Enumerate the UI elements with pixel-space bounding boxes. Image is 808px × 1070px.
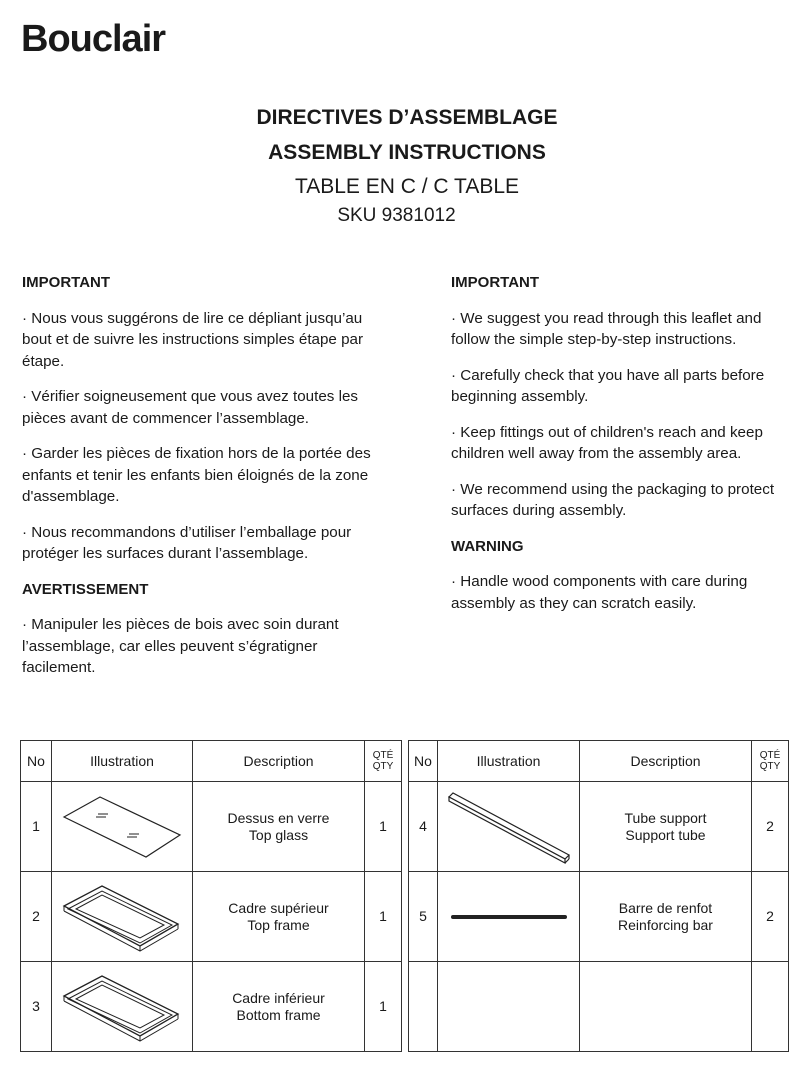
title-english: ASSEMBLY INSTRUCTIONS	[268, 141, 546, 164]
important-point-fr: · Vérifier soigneusement que vous avez toutes les pièces avant de commencer l’assemblage.	[22, 388, 358, 427]
part-number: 3	[21, 962, 52, 1052]
important-point-fr: · Nous vous suggérons de lire ce dépliant jusqu’au bout et de suivre les instructions simples étape par étape.	[22, 309, 364, 370]
glass-panel-icon	[62, 795, 182, 859]
header-qty	[752, 741, 789, 782]
important-heading-en: IMPORTANT	[451, 274, 540, 291]
table-row	[21, 962, 402, 1052]
bottom-frame-icon	[62, 972, 182, 1042]
part-description	[580, 782, 752, 872]
important-point-en: · We suggest you read through this leaflet and follow the simple step-by-step instructions.	[451, 309, 762, 348]
important-point-fr: · Nous recommandons d’utiliser l’emballage pour protéger les surfaces durant l’assemblage.	[22, 523, 352, 562]
product-name: TABLE EN C / C TABLE	[294, 175, 520, 198]
part-quantity: 2	[752, 782, 789, 872]
document-title-block	[0, 100, 808, 228]
part-description	[193, 962, 365, 1052]
header-qty-fr: QTÉ	[759, 750, 781, 761]
description-en: Support tube	[625, 826, 706, 843]
part-number: 1	[21, 782, 52, 872]
part-number: 4	[409, 782, 438, 872]
warning-point-en: · Handle wood components with care during assembly as they can scratch easily.	[451, 573, 748, 612]
table-row	[409, 872, 789, 962]
description-fr: Cadre inférieur	[232, 989, 325, 1006]
top-frame-icon	[62, 882, 182, 952]
french-instructions	[22, 272, 382, 693]
header-description: Description	[580, 741, 752, 782]
table-row-empty	[409, 962, 789, 1052]
important-point-en: · Carefully check that you have all parts before beginning assembly.	[451, 366, 765, 405]
description-en: Top frame	[247, 916, 310, 933]
header-description: Description	[193, 741, 365, 782]
description-en: Reinforcing bar	[618, 916, 713, 933]
part-description	[193, 872, 365, 962]
parts-table-left	[20, 740, 402, 1052]
parts-table-right	[408, 740, 789, 1052]
part-illustration	[52, 782, 193, 872]
description-en: Top glass	[248, 826, 309, 843]
important-point-en: · We recommend using the packaging to protect surfaces during assembly.	[451, 480, 775, 519]
header-qty-en: QTY	[759, 761, 781, 772]
part-quantity: 1	[365, 872, 402, 962]
description-fr: Barre de renfot	[618, 899, 713, 916]
header-qty-fr: QTÉ	[372, 750, 394, 761]
description-en: Bottom frame	[236, 1006, 321, 1023]
empty-cell	[409, 962, 438, 1052]
support-tube-icon	[447, 789, 571, 865]
description-fr: Tube support	[624, 809, 707, 826]
reinforcing-bar-icon	[449, 912, 569, 922]
important-point-en: · Keep fittings out of children's reach and keep children well away from the assembly area.	[451, 423, 763, 462]
table-row	[409, 782, 789, 872]
part-illustration	[438, 872, 580, 962]
brand-logo: Bouclair	[21, 18, 166, 60]
header-illustration: Illustration	[438, 741, 580, 782]
header-qty-en: QTY	[372, 761, 394, 772]
table-row	[21, 782, 402, 872]
title-french: DIRECTIVES D’ASSEMBLAGE	[256, 106, 558, 129]
part-quantity: 2	[752, 872, 789, 962]
part-illustration	[52, 872, 193, 962]
important-point-fr: · Garder les pièces de fixation hors de la portée des enfants et tenir les enfants bien éloignés de la zone d'assemblage.	[22, 445, 371, 505]
header-illustration: Illustration	[52, 741, 193, 782]
empty-cell	[752, 962, 789, 1052]
header-qty	[365, 741, 402, 782]
empty-cell	[438, 962, 580, 1052]
warning-heading-en: WARNING	[451, 537, 524, 555]
warning-heading-fr: AVERTISSEMENT	[22, 580, 149, 598]
product-sku: SKU 9381012	[337, 205, 456, 226]
part-quantity: 1	[365, 962, 402, 1052]
table-row	[21, 872, 402, 962]
part-description	[193, 782, 365, 872]
description-fr: Cadre supérieur	[228, 899, 329, 916]
header-no: No	[21, 741, 52, 782]
description-fr: Dessus en verre	[227, 809, 330, 826]
warning-point-fr: · Manipuler les pièces de bois avec soin durant l’assemblage, car elles peuvent s’égratigner facilement.	[22, 616, 339, 676]
empty-cell	[580, 962, 752, 1052]
english-instructions	[451, 272, 791, 628]
part-quantity: 1	[365, 782, 402, 872]
part-number: 5	[409, 872, 438, 962]
header-no: No	[409, 741, 438, 782]
part-illustration	[52, 962, 193, 1052]
part-description	[580, 872, 752, 962]
part-number: 2	[21, 872, 52, 962]
part-illustration	[438, 782, 580, 872]
important-heading-fr: IMPORTANT	[22, 274, 111, 291]
